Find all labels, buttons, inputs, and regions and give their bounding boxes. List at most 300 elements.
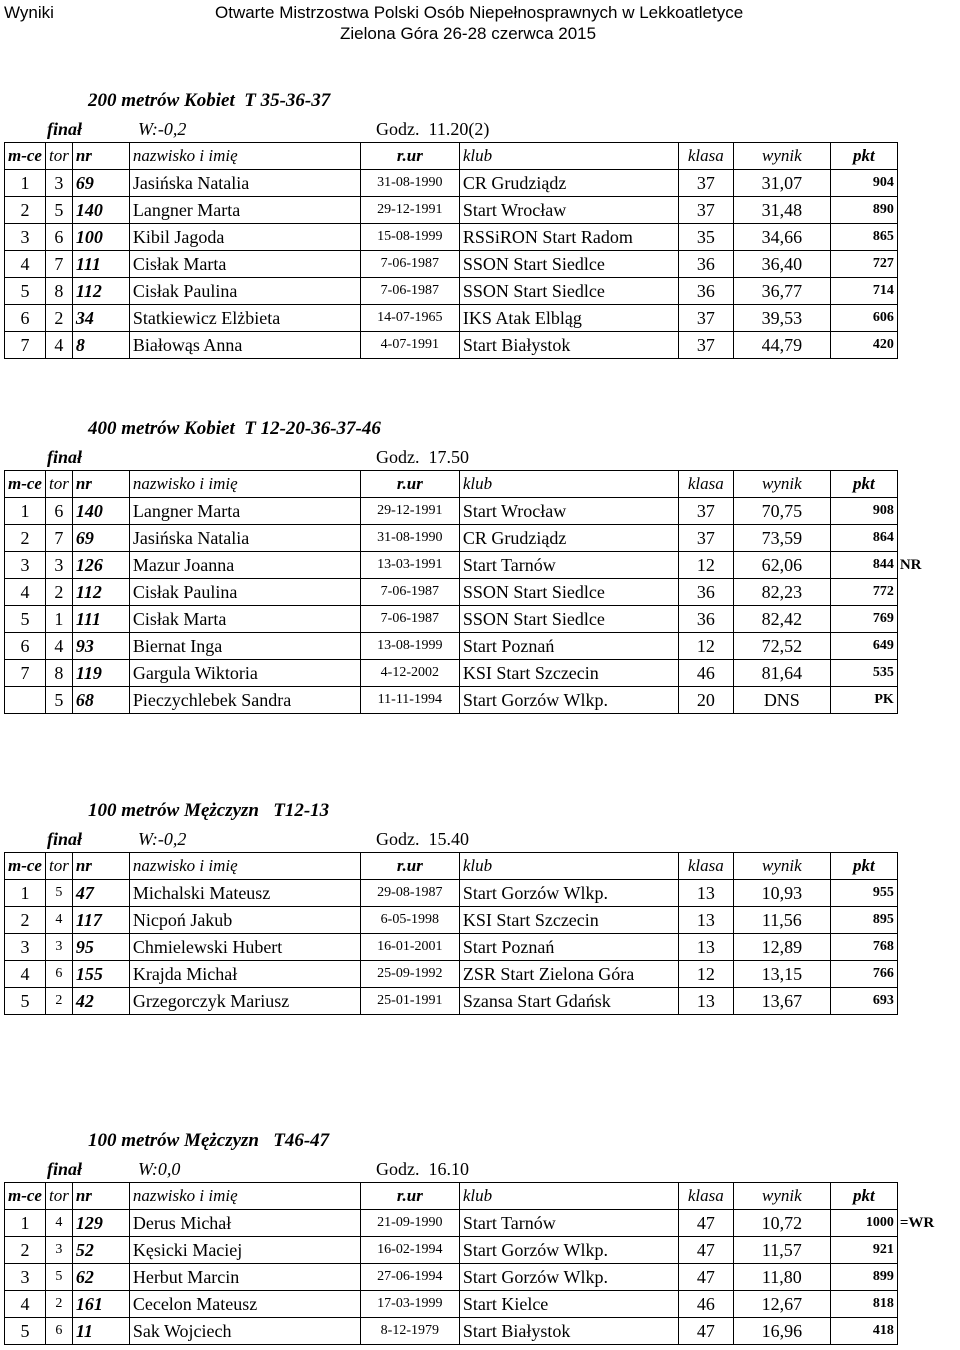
wind-label: W:0,0 <box>138 1159 181 1179</box>
cell-name: Pieczychlebek Sandra <box>129 687 360 714</box>
cell-lane: 4 <box>45 633 72 660</box>
cell-name: Mazur Joanna <box>129 552 360 579</box>
cell-place: 1 <box>5 170 46 197</box>
cell-class: 13 <box>678 934 733 961</box>
cell-class: 13 <box>678 880 733 907</box>
cell-lane: 6 <box>45 1318 72 1345</box>
event-title: 400 metrów Kobiet T 12-20-36-37-46 <box>88 418 381 439</box>
cell-bib: 119 <box>72 660 129 687</box>
column-header-points: pkt <box>830 1183 897 1210</box>
cell-birth-date: 13-03-1991 <box>360 552 459 579</box>
cell-lane: 7 <box>45 525 72 552</box>
cell-record-note <box>897 525 943 552</box>
cell-class: 47 <box>678 1210 733 1237</box>
cell-class: 13 <box>678 907 733 934</box>
cell-birth-date: 8-12-1979 <box>360 1318 459 1345</box>
cell-club: Start Poznań <box>459 633 678 660</box>
cell-place: 4 <box>5 579 46 606</box>
cell-club: Start Gorzów Wlkp. <box>459 1237 678 1264</box>
cell-result: 12,89 <box>733 934 830 961</box>
cell-name: Białowąs Anna <box>129 332 360 359</box>
cell-record-note <box>897 660 943 687</box>
cell-class: 37 <box>678 170 733 197</box>
column-header-class: klasa <box>678 1183 733 1210</box>
table-row <box>5 332 944 359</box>
column-header-place: m-ce <box>5 853 46 880</box>
column-header-points: pkt <box>830 471 897 498</box>
cell-result: 70,75 <box>733 498 830 525</box>
column-header-lane: tor <box>45 471 72 498</box>
cell-lane: 5 <box>45 880 72 907</box>
time-label: Godz. 11.20(2) <box>376 119 490 139</box>
cell-place: 1 <box>5 498 46 525</box>
cell-club: Start Gorzów Wlkp. <box>459 1264 678 1291</box>
cell-bib: 62 <box>72 1264 129 1291</box>
cell-place: 7 <box>5 332 46 359</box>
results-table <box>4 1182 944 1345</box>
final-label: finał <box>47 119 83 139</box>
cell-result: 10,72 <box>733 1210 830 1237</box>
cell-lane: 6 <box>45 224 72 251</box>
cell-record-note <box>897 934 943 961</box>
column-header-club: klub <box>459 143 678 170</box>
cell-name: Nicpoń Jakub <box>129 907 360 934</box>
cell-birth-date: 31-08-1990 <box>360 170 459 197</box>
cell-points: 766 <box>830 961 897 988</box>
cell-club: RSSiRON Start Radom <box>459 224 678 251</box>
table-row <box>5 251 944 278</box>
cell-bib: 34 <box>72 305 129 332</box>
cell-class: 37 <box>678 332 733 359</box>
cell-bib: 111 <box>72 251 129 278</box>
header-left-label: Wyniki <box>4 3 54 22</box>
table-row <box>5 224 944 251</box>
cell-club: IKS Atak Elbląg <box>459 305 678 332</box>
cell-club: Start Gorzów Wlkp. <box>459 880 678 907</box>
cell-lane: 3 <box>45 552 72 579</box>
table-row <box>5 1210 944 1237</box>
cell-club: KSI Start Szczecin <box>459 660 678 687</box>
cell-record-note <box>897 988 943 1015</box>
cell-club: SSON Start Siedlce <box>459 278 678 305</box>
cell-result: 12,67 <box>733 1291 830 1318</box>
cell-lane: 8 <box>45 660 72 687</box>
cell-bib: 52 <box>72 1237 129 1264</box>
cell-name: Jasińska Natalia <box>129 525 360 552</box>
table-row <box>5 525 944 552</box>
table-row <box>5 1264 944 1291</box>
cell-points: 772 <box>830 579 897 606</box>
cell-points: 714 <box>830 278 897 305</box>
cell-bib: 11 <box>72 1318 129 1345</box>
table-row <box>5 278 944 305</box>
cell-lane: 5 <box>45 687 72 714</box>
cell-result: 11,57 <box>733 1237 830 1264</box>
cell-name: Chmielewski Hubert <box>129 934 360 961</box>
results-table <box>4 142 944 359</box>
cell-class: 12 <box>678 961 733 988</box>
cell-class: 20 <box>678 687 733 714</box>
table-row <box>5 579 944 606</box>
table-header-row <box>5 143 944 170</box>
cell-points: 727 <box>830 251 897 278</box>
cell-result: 31,48 <box>733 197 830 224</box>
cell-class: 37 <box>678 498 733 525</box>
cell-birth-date: 16-02-1994 <box>360 1237 459 1264</box>
cell-record-note <box>897 278 943 305</box>
cell-birth-date: 29-08-1987 <box>360 880 459 907</box>
table-row <box>5 988 944 1015</box>
cell-record-note <box>897 907 943 934</box>
column-header-points: pkt <box>830 853 897 880</box>
column-header-place: m-ce <box>5 471 46 498</box>
column-header-name: nazwisko i imię <box>129 471 360 498</box>
cell-birth-date: 25-09-1992 <box>360 961 459 988</box>
cell-place: 3 <box>5 552 46 579</box>
cell-lane: 4 <box>45 332 72 359</box>
cell-place: 4 <box>5 1291 46 1318</box>
cell-points: 899 <box>830 1264 897 1291</box>
cell-result: 39,53 <box>733 305 830 332</box>
cell-record-note: =WR <box>899 1215 935 1231</box>
wind-label: W:-0,2 <box>138 829 187 849</box>
cell-name: Statkiewicz Elżbieta <box>129 305 360 332</box>
header-title: Otwarte Mistrzostwa Polski Osób Niepełnosprawnych w Lekkoatletyce <box>215 3 744 22</box>
cell-birth-date: 27-06-1994 <box>360 1264 459 1291</box>
cell-lane: 8 <box>45 278 72 305</box>
cell-record-note <box>897 1291 943 1318</box>
cell-bib: 140 <box>72 197 129 224</box>
cell-lane: 3 <box>45 170 72 197</box>
cell-class: 37 <box>678 197 733 224</box>
cell-points: 895 <box>830 907 897 934</box>
cell-place: 1 <box>5 1210 46 1237</box>
cell-record-note <box>897 1237 943 1264</box>
cell-club: Szansa Start Gdańsk <box>459 988 678 1015</box>
cell-class: 36 <box>678 251 733 278</box>
cell-class: 12 <box>678 633 733 660</box>
cell-name: Langner Marta <box>129 498 360 525</box>
cell-place: 6 <box>5 633 46 660</box>
cell-lane: 5 <box>45 1264 72 1291</box>
cell-class: 12 <box>678 552 733 579</box>
cell-name: Grzegorczyk Mariusz <box>129 988 360 1015</box>
cell-result: 73,59 <box>733 525 830 552</box>
cell-bib: 111 <box>72 606 129 633</box>
results-table <box>4 470 944 714</box>
column-header-lane: tor <box>45 143 72 170</box>
column-header-birth-date: r.ur <box>360 471 459 498</box>
cell-club: Start Białystok <box>459 1318 678 1345</box>
table-header-row <box>5 853 944 880</box>
cell-result: DNS <box>733 687 830 714</box>
cell-result: 44,79 <box>733 332 830 359</box>
cell-record-note <box>897 606 943 633</box>
table-row <box>5 1237 944 1264</box>
cell-points: 649 <box>830 633 897 660</box>
cell-points: 844 <box>830 552 897 579</box>
cell-record-note <box>897 251 943 278</box>
column-header-class: klasa <box>678 143 733 170</box>
cell-birth-date: 29-12-1991 <box>360 498 459 525</box>
cell-name: Cisłak Paulina <box>129 579 360 606</box>
table-row <box>5 170 944 197</box>
cell-class: 36 <box>678 606 733 633</box>
cell-lane: 2 <box>45 579 72 606</box>
cell-name: Jasińska Natalia <box>129 170 360 197</box>
cell-birth-date: 31-08-1990 <box>360 525 459 552</box>
cell-club: Start Wrocław <box>459 197 678 224</box>
event-title: 200 metrów Kobiet T 35-36-37 <box>88 90 331 111</box>
cell-points: 693 <box>830 988 897 1015</box>
cell-record-note <box>897 961 943 988</box>
cell-place: 5 <box>5 606 46 633</box>
cell-class: 36 <box>678 278 733 305</box>
cell-birth-date: 6-05-1998 <box>360 907 459 934</box>
cell-bib: 93 <box>72 633 129 660</box>
cell-name: Biernat Inga <box>129 633 360 660</box>
cell-result: 81,64 <box>733 660 830 687</box>
cell-birth-date: 7-06-1987 <box>360 606 459 633</box>
cell-place: 4 <box>5 251 46 278</box>
column-header-result: wynik <box>733 853 830 880</box>
cell-name: Cisłak Marta <box>129 251 360 278</box>
cell-bib: 47 <box>72 880 129 907</box>
cell-club: Start Wrocław <box>459 498 678 525</box>
cell-birth-date: 7-06-1987 <box>360 251 459 278</box>
cell-birth-date: 4-07-1991 <box>360 332 459 359</box>
cell-club: Start Poznań <box>459 934 678 961</box>
cell-result: 13,67 <box>733 988 830 1015</box>
time-label: Godz. 15.40 <box>376 829 469 849</box>
event-title: 100 metrów Mężczyzn T12-13 <box>88 800 330 821</box>
time-label: Godz. 17.50 <box>376 447 469 467</box>
cell-birth-date: 17-03-1999 <box>360 1291 459 1318</box>
cell-bib: 68 <box>72 687 129 714</box>
cell-bib: 8 <box>72 332 129 359</box>
column-header-bib: nr <box>72 143 129 170</box>
column-header-club: klub <box>459 1183 678 1210</box>
cell-result: 31,07 <box>733 170 830 197</box>
cell-bib: 42 <box>72 988 129 1015</box>
cell-name: Cisłak Marta <box>129 606 360 633</box>
column-header-place: m-ce <box>5 1183 46 1210</box>
cell-place: 5 <box>5 988 46 1015</box>
cell-bib: 95 <box>72 934 129 961</box>
cell-name: Gargula Wiktoria <box>129 660 360 687</box>
cell-class: 37 <box>678 305 733 332</box>
cell-club: Start Białystok <box>459 332 678 359</box>
cell-place: 3 <box>5 224 46 251</box>
cell-result: 82,23 <box>733 579 830 606</box>
cell-lane: 1 <box>45 606 72 633</box>
cell-points: 908 <box>830 498 897 525</box>
cell-birth-date: 7-06-1987 <box>360 579 459 606</box>
cell-name: Cecelon Mateusz <box>129 1291 360 1318</box>
cell-record-note <box>897 1318 943 1345</box>
column-header-result: wynik <box>733 1183 830 1210</box>
cell-result: 72,52 <box>733 633 830 660</box>
header-subtitle: Zielona Góra 26-28 czerwca 2015 <box>340 24 597 43</box>
cell-name: Langner Marta <box>129 197 360 224</box>
cell-class: 46 <box>678 660 733 687</box>
cell-record-note <box>897 305 943 332</box>
cell-class: 47 <box>678 1237 733 1264</box>
column-header-lane: tor <box>45 1183 72 1210</box>
cell-lane: 2 <box>45 305 72 332</box>
cell-class: 37 <box>678 525 733 552</box>
final-label: finał <box>47 447 83 467</box>
cell-class: 47 <box>678 1318 733 1345</box>
cell-class: 47 <box>678 1264 733 1291</box>
cell-bib: 155 <box>72 961 129 988</box>
table-row <box>5 660 944 687</box>
event-title: 100 metrów Mężczyzn T46-47 <box>88 1130 330 1151</box>
cell-bib: 161 <box>72 1291 129 1318</box>
cell-bib: 129 <box>72 1210 129 1237</box>
cell-bib: 69 <box>72 525 129 552</box>
cell-place: 3 <box>5 1264 46 1291</box>
column-header-club: klub <box>459 471 678 498</box>
cell-birth-date: 25-01-1991 <box>360 988 459 1015</box>
table-row <box>5 1318 944 1345</box>
cell-place: 1 <box>5 880 46 907</box>
cell-record-note <box>897 197 943 224</box>
cell-record-note <box>897 332 943 359</box>
cell-points: 768 <box>830 934 897 961</box>
column-header-result: wynik <box>733 143 830 170</box>
cell-bib: 126 <box>72 552 129 579</box>
cell-record-note <box>897 579 943 606</box>
cell-place: 5 <box>5 278 46 305</box>
cell-name: Sak Wojciech <box>129 1318 360 1345</box>
time-label: Godz. 16.10 <box>376 1159 469 1179</box>
cell-result: 82,42 <box>733 606 830 633</box>
cell-birth-date: 15-08-1999 <box>360 224 459 251</box>
cell-lane: 2 <box>45 1291 72 1318</box>
cell-birth-date: 11-11-1994 <box>360 687 459 714</box>
cell-bib: 140 <box>72 498 129 525</box>
cell-result: 10,93 <box>733 880 830 907</box>
cell-bib: 100 <box>72 224 129 251</box>
cell-place: 7 <box>5 660 46 687</box>
cell-points: 418 <box>830 1318 897 1345</box>
cell-place <box>5 687 46 714</box>
cell-place: 2 <box>5 1237 46 1264</box>
cell-bib: 112 <box>72 579 129 606</box>
table-row <box>5 907 944 934</box>
cell-result: 11,80 <box>733 1264 830 1291</box>
cell-result: 62,06 <box>733 552 830 579</box>
table-row <box>5 552 944 579</box>
results-table <box>4 852 944 1015</box>
column-header-bib: nr <box>72 471 129 498</box>
column-header-name: nazwisko i imię <box>129 143 360 170</box>
column-header-bib: nr <box>72 853 129 880</box>
cell-points: 818 <box>830 1291 897 1318</box>
cell-lane: 3 <box>45 1237 72 1264</box>
cell-class: 13 <box>678 988 733 1015</box>
cell-points: 1000 <box>830 1210 897 1237</box>
cell-lane: 2 <box>45 988 72 1015</box>
cell-class: 35 <box>678 224 733 251</box>
cell-place: 3 <box>5 934 46 961</box>
table-row <box>5 1291 944 1318</box>
cell-bib: 69 <box>72 170 129 197</box>
column-header-bib: nr <box>72 1183 129 1210</box>
column-header-class: klasa <box>678 471 733 498</box>
cell-name: Kibil Jagoda <box>129 224 360 251</box>
cell-club: Start Kielce <box>459 1291 678 1318</box>
cell-club: Start Tarnów <box>459 1210 678 1237</box>
cell-lane: 7 <box>45 251 72 278</box>
cell-birth-date: 4-12-2002 <box>360 660 459 687</box>
final-label: finał <box>47 829 83 849</box>
column-header-birth-date: r.ur <box>360 1183 459 1210</box>
cell-record-note <box>897 880 943 907</box>
column-header-result: wynik <box>733 471 830 498</box>
table-row <box>5 633 944 660</box>
cell-points: 904 <box>830 170 897 197</box>
cell-record-note <box>897 498 943 525</box>
cell-lane: 4 <box>45 1210 72 1237</box>
cell-birth-date: 13-08-1999 <box>360 633 459 660</box>
cell-points: 865 <box>830 224 897 251</box>
cell-result: 16,96 <box>733 1318 830 1345</box>
cell-name: Cisłak Paulina <box>129 278 360 305</box>
cell-birth-date: 16-01-2001 <box>360 934 459 961</box>
cell-club: SSON Start Siedlce <box>459 606 678 633</box>
cell-birth-date: 7-06-1987 <box>360 278 459 305</box>
column-header-birth-date: r.ur <box>360 853 459 880</box>
cell-place: 2 <box>5 907 46 934</box>
cell-points: 955 <box>830 880 897 907</box>
cell-points: 864 <box>830 525 897 552</box>
cell-record-note <box>897 1264 943 1291</box>
cell-club: SSON Start Siedlce <box>459 579 678 606</box>
cell-class: 46 <box>678 1291 733 1318</box>
table-row <box>5 197 944 224</box>
cell-bib: 112 <box>72 278 129 305</box>
cell-club: CR Grudziądz <box>459 525 678 552</box>
cell-points: 890 <box>830 197 897 224</box>
cell-bib: 117 <box>72 907 129 934</box>
cell-name: Kęsicki Maciej <box>129 1237 360 1264</box>
cell-points: 420 <box>830 332 897 359</box>
cell-place: 2 <box>5 197 46 224</box>
final-label: finał <box>47 1159 83 1179</box>
cell-record-note <box>897 224 943 251</box>
table-row <box>5 498 944 525</box>
column-header-birth-date: r.ur <box>360 143 459 170</box>
cell-lane: 3 <box>45 934 72 961</box>
cell-result: 36,77 <box>733 278 830 305</box>
cell-result: 36,40 <box>733 251 830 278</box>
cell-club: CR Grudziądz <box>459 170 678 197</box>
table-row <box>5 934 944 961</box>
cell-points: 769 <box>830 606 897 633</box>
table-row <box>5 606 944 633</box>
cell-name: Herbut Marcin <box>129 1264 360 1291</box>
cell-name: Michalski Mateusz <box>129 880 360 907</box>
column-header-place: m-ce <box>5 143 46 170</box>
cell-record-note <box>897 687 943 714</box>
column-header-name: nazwisko i imię <box>129 853 360 880</box>
table-row <box>5 880 944 907</box>
cell-result: 11,56 <box>733 907 830 934</box>
cell-club: KSI Start Szczecin <box>459 907 678 934</box>
column-header-lane: tor <box>45 853 72 880</box>
